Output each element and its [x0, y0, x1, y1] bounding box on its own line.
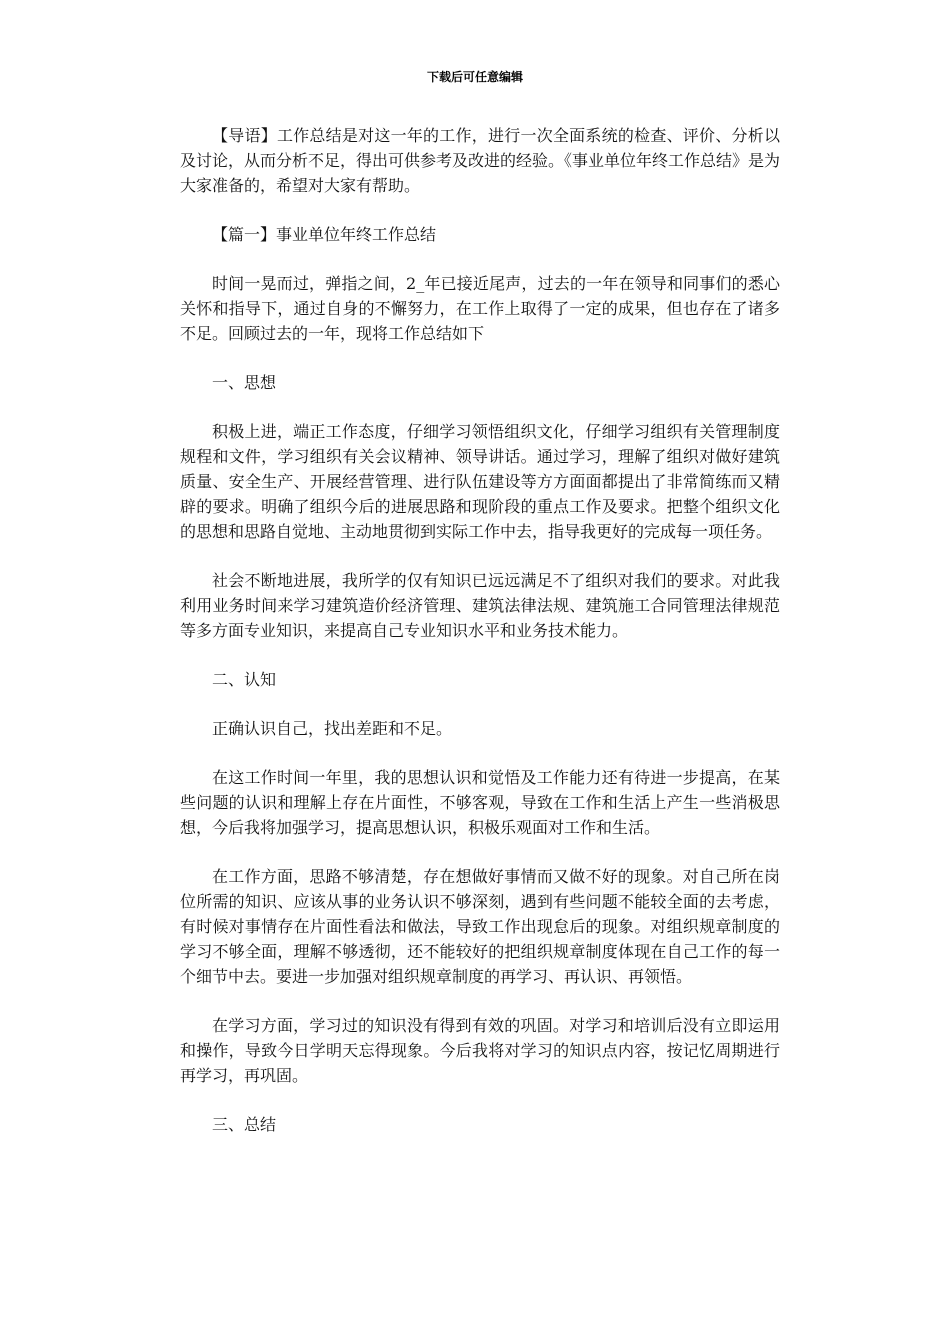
cognition-paragraph-4: 在学习方面，学习过的知识没有得到有效的巩固。对学习和培训后没有立即运用和操作，导致今日学明天忘得现象。今后我将对学习的知识点内容，按记忆周期进行再学习，再巩固。 [180, 1016, 780, 1085]
article-title: 【篇一】事业单位年终工作总结 [212, 225, 437, 244]
cognition-paragraph-1: 正确认识自己，找出差距和不足。 [212, 719, 453, 738]
opening-paragraph: 时间一晃而过，弹指之间，2_年已接近尾声，过去的一年在领导和同事们的悉心关怀和指导下，通过自身的不懈努力，在工作上取得了一定的成果，但也存在了诸多不足。回顾过去的一年，现将工作总结如下 [180, 274, 780, 343]
download-note: 下载后可任意编辑 [426, 70, 523, 84]
cognition-paragraph-2: 在这工作时间一年里，我的思想认识和觉悟及工作能力还有待进一步提高，在某些问题的认识和理解上存在片面性，不够客观，导致在工作和生活上产生一些消极思想，今后我将加强学习，提高思想认识，积极乐观面对工作和生活。 [180, 768, 780, 837]
document-body [180, 123, 780, 1161]
thought-paragraph-2: 社会不断地进展，我所学的仅有知识已远远满足不了组织对我们的要求。对此我利用业务时间来学习建筑造价经济管理、建筑法律法规、建筑施工合同管理法律规范等多方面专业知识，来提高自己专业知识水平和业务技术能力。 [180, 571, 780, 640]
thought-paragraph-1: 积极上进，端正工作态度，仔细学习领悟组织文化，仔细学习组织有关管理制度规程和文件，学习组织有关会议精神、领导讲话。通过学习，理解了组织对做好建筑质量、安全生产、开展经营管理、进行队伍建设等方方面面都提出了非常简练而又精辟的要求。明确了组织今后的进展思路和现阶段的重点工作及要求。把整个组织文化的思想和思路自觉地、主动地贯彻到实际工作中去，指导我更好的完成每一项任务。 [180, 422, 780, 541]
section-heading-thought: 一、思想 [212, 373, 277, 392]
section-heading-cognition: 二、认知 [212, 670, 277, 689]
intro-paragraph: 【导语】工作总结是对这一年的工作，进行一次全面系统的检查、评价、分析以及讨论，从而分析不足，得出可供参考及改进的经验。《事业单位年终工作总结》是为大家准备的，希望对大家有帮助。 [180, 126, 781, 195]
section-heading-summary: 三、总结 [212, 1115, 277, 1134]
cognition-paragraph-3: 在工作方面，思路不够清楚，存在想做好事情而又做不好的现象。对自己所在岗位所需的知识、应该从事的业务认识不够深刻，遇到有些问题不能较全面的去考虑，有时候对事情存在片面性看法和做法，导致工作出现怠后的现象。对组织规章制度的学习不够全面，理解不够透彻，还不能较好的把组织规章制度体现在自己工作的每一个细节中去。要进一步加强对组织规章制度的再学习、再认识、再领悟。 [180, 867, 780, 986]
